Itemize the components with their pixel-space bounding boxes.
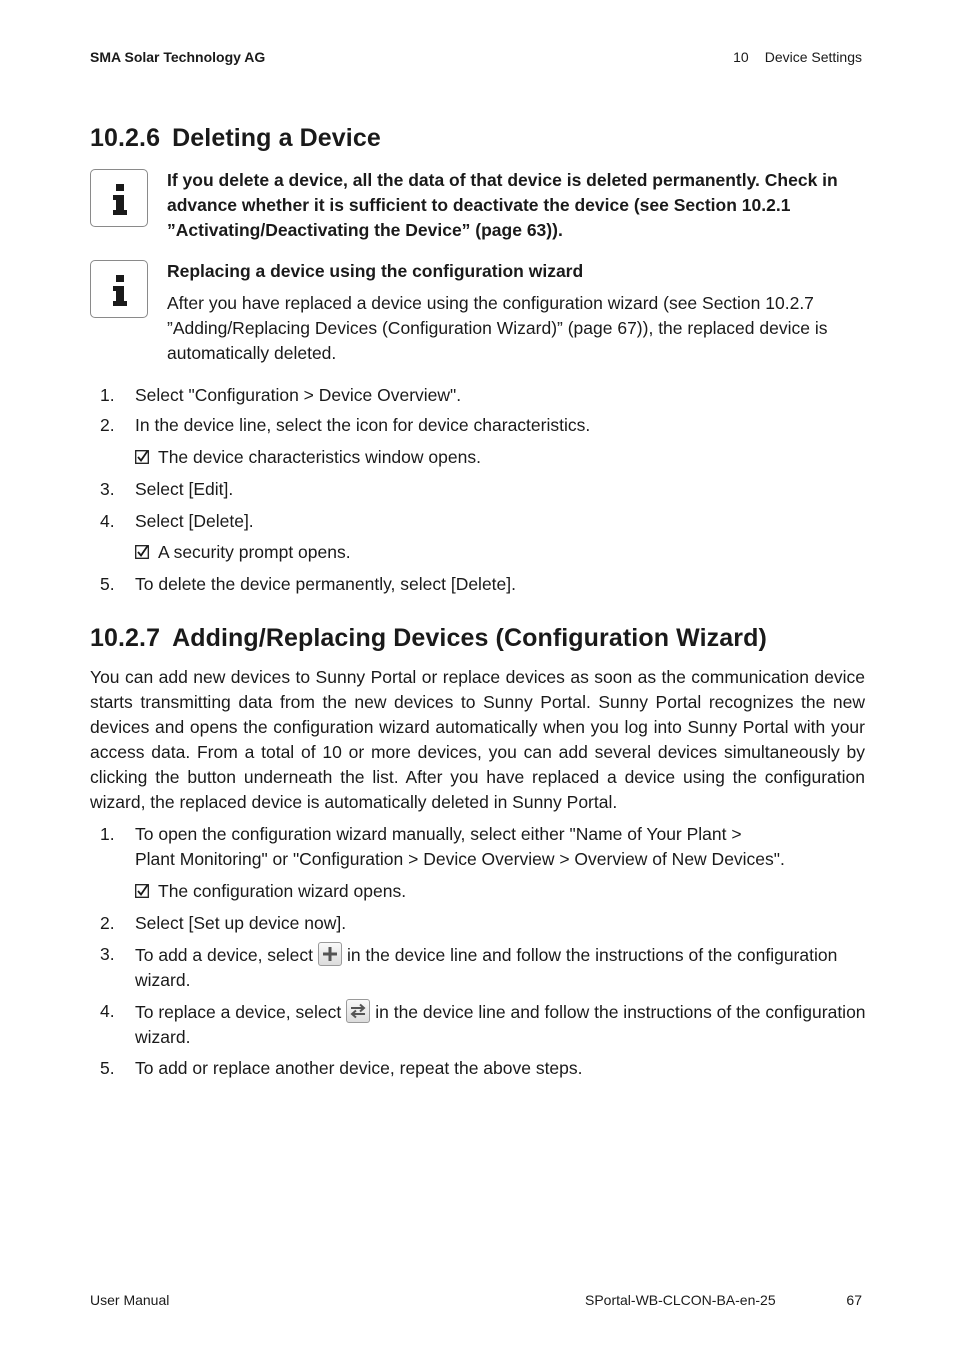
- step-text: [135, 822, 870, 872]
- step-number: 3.: [100, 944, 115, 964]
- step-text-after: in the device line and follow the instructions of the configuration: [375, 1002, 866, 1022]
- step-text: [135, 942, 870, 993]
- step-text-before: To replace a device, select: [135, 1002, 342, 1022]
- checkbox-checked-icon: [135, 884, 149, 898]
- step-result: [135, 540, 351, 565]
- step-text: To delete the device permanently, select [Delete].: [135, 574, 517, 594]
- step-number: 2.: [100, 415, 115, 435]
- header-chapter-number: 10: [733, 49, 749, 65]
- note-body: After you have replaced a device using the configuration wizard (see Section 10.2.7 ”Adding/Replacing Devices (Configuration Wizard)” (page 67)), the replaced device is automatically deleted.: [167, 293, 828, 363]
- step-text-after: in the device line and follow the instructions of the configuration: [347, 945, 838, 965]
- section-heading-adding-replacing: [90, 624, 767, 653]
- section-title: Deleting a Device: [172, 124, 381, 152]
- section-number: 10.2.6: [90, 124, 161, 152]
- step-number: 5.: [100, 574, 115, 594]
- section-number: 10.2.7: [90, 624, 161, 652]
- header-chapter-title: Device Settings: [764, 49, 862, 65]
- step-result: [135, 879, 406, 904]
- footer-page-number: 67: [846, 1292, 862, 1308]
- result-text: The device characteristics window opens.: [158, 447, 481, 467]
- info-icon: [90, 260, 148, 318]
- header-company: SMA Solar Technology AG: [90, 49, 266, 65]
- step-number: 5.: [100, 1058, 115, 1078]
- intro-paragraph: You can add new devices to Sunny Portal or replace devices as soon as the communication device starts transmitting data from the new devices to Sunny Portal. Sunny Portal recognizes the new devices and opens the configuration wizard automatically when you log into Sunny Portal with your access data. From a total of 10 or more devices, you can add several devices simultaneously by clicking the button underneath the list. After you have replaced a device using the configuration wizard, the replaced device is automatically deleted in Sunny Portal.: [90, 667, 865, 812]
- replace-arrows-icon: [346, 999, 370, 1023]
- note-title: Replacing a device using the configuration wizard: [167, 261, 584, 281]
- step-text: To add or replace another device, repeat the above steps.: [135, 1058, 583, 1078]
- checkbox-checked-icon: [135, 450, 149, 464]
- step-text: [135, 999, 870, 1050]
- step-number: 2.: [100, 913, 115, 933]
- add-plus-icon: [318, 942, 342, 966]
- section-title: Adding/Replacing Devices (Configuration Wizard): [172, 624, 767, 652]
- step-text-cont: wizard.: [135, 1027, 191, 1047]
- warning-note: If you delete a device, all the data of that device is deleted permanently. Check in advance whether it is sufficient to deactivate the device (see Section 10.2.1 ”Activating/Deactivating the Device” (page 63)).: [167, 170, 838, 240]
- header-chapter: [733, 49, 862, 65]
- step-number: 1.: [100, 824, 115, 844]
- step-text: Select [Edit].: [135, 479, 234, 499]
- checkbox-checked-icon: [135, 545, 149, 559]
- step-text: Select [Delete].: [135, 511, 254, 531]
- step-number: 4.: [100, 1001, 115, 1021]
- info-icon: [90, 169, 148, 227]
- section-heading-deleting: [90, 124, 381, 153]
- step-number: 1.: [100, 385, 115, 405]
- footer-document-id: SPortal-WB-CLCON-BA-en-25: [585, 1292, 776, 1308]
- step-result: [135, 445, 481, 470]
- footer-manual-label: User Manual: [90, 1292, 170, 1308]
- step-number: 3.: [100, 479, 115, 499]
- step-text-before: To add a device, select: [135, 945, 314, 965]
- result-text: The configuration wizard opens.: [158, 881, 407, 901]
- step-number: 4.: [100, 511, 115, 531]
- step-text: Select "Configuration > Device Overview".: [135, 385, 462, 405]
- step-text-line: Plant Monitoring" or "Configuration > Device Overview > Overview of New Devices".: [135, 849, 785, 869]
- step-text-line: To open the configuration wizard manually, select either "Name of Your Plant >: [135, 824, 742, 844]
- step-text-cont: wizard.: [135, 970, 191, 990]
- step-text: Select [Set up device now].: [135, 913, 347, 933]
- result-text: A security prompt opens.: [158, 542, 351, 562]
- step-text: In the device line, select the icon for device characteristics.: [135, 415, 591, 435]
